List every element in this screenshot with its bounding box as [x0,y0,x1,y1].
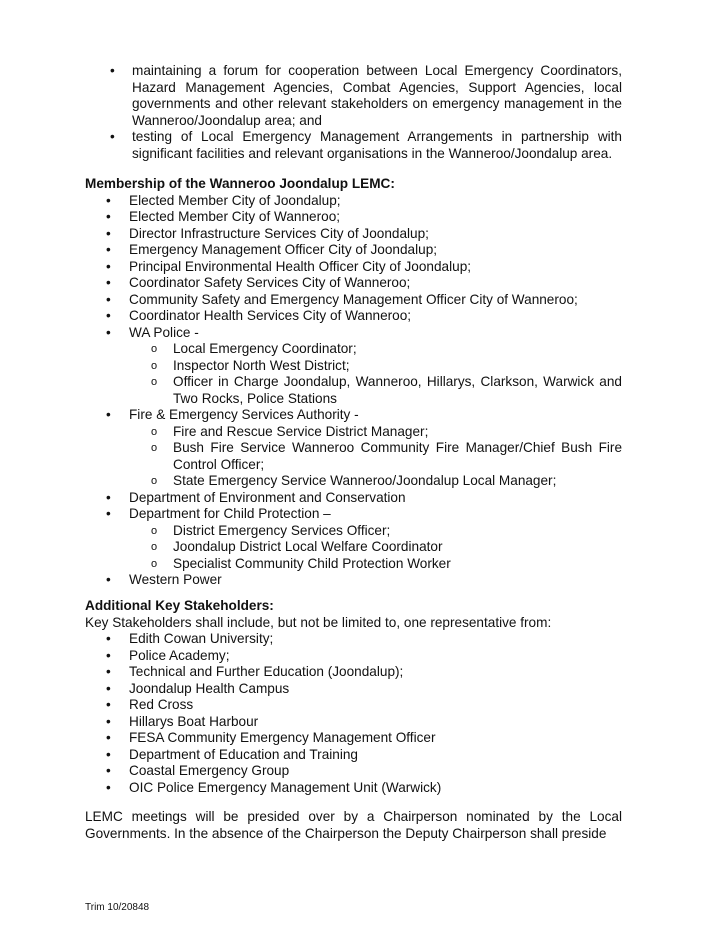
wa-police-label: WA Police - [129,324,199,340]
sub-list-item: o State Emergency Service Wanneroo/Joondalup Local Manager; [129,473,622,490]
list-item: • Coordinator Health Services City of Wanneroo; [85,308,622,325]
list-item: • Red Cross [85,697,622,714]
list-item: • testing of Local Emergency Management Arrangements in partnership with significant facilities and relevant organisations in the Wanneroo/Joondalup area. [110,129,622,162]
list-item: • Emergency Management Officer City of Joondalup; [85,242,622,259]
fesa-label: Fire & Emergency Services Authority - [129,407,359,422]
list-item: • Elected Member City of Joondalup; [85,193,622,210]
sub-list-item: o District Emergency Services Officer; [129,523,622,540]
stakeholders-intro: Key Stakeholders shall include, but not be limited to, one representative from: [85,614,552,630]
list-item: • Principal Environmental Health Officer City of Joondalup; [85,259,622,276]
list-item: • Department of Education and Training [85,747,622,764]
fesa-sublist [129,424,622,490]
list-item: • maintaining a forum for cooperation between Local Emergency Coordinators, Hazard Management Agencies, Combat Agencies, Support Agencies, local governments and other relevant stakeholders on emergency management in the Wanneroo/Joondalup area; and [110,63,622,129]
list-item: • Coastal Emergency Group [85,763,622,780]
dcp-label: Department for Child Protection – [129,506,331,521]
membership-list [85,193,622,589]
list-item: • Technical and Further Education (Joondalup); [85,664,622,681]
list-item: • Joondalup Health Campus [85,681,622,698]
sub-list-item: o Fire and Rescue Service District Manager; [129,424,622,441]
list-item: • Director Infrastructure Services City of Joondalup; [85,226,622,243]
wa-police-sublist [129,341,622,407]
list-item: • Elected Member City of Wanneroo; [85,209,622,226]
list-item: • Coordinator Safety Services City of Wanneroo; [85,275,622,292]
membership-section [85,176,622,589]
stakeholders-heading: Additional Key Stakeholders: [85,598,274,613]
sub-list-item: o Local Emergency Coordinator; [129,341,622,358]
list-item-dcp [85,506,622,572]
list-item-fesa [85,407,622,490]
list-item: • Police Academy; [85,648,622,665]
list-item: • OIC Police Emergency Management Unit (Warwick) [85,780,622,797]
sub-list-item: o Specialist Community Child Protection Worker [129,556,622,573]
list-item-wa-police [85,325,622,408]
list-item: • Edith Cowan University; [85,631,622,648]
stakeholders-list [85,631,622,796]
sub-list-item: o Officer in Charge Joondalup, Wanneroo, Hillarys, Clarkson, Warwick and Two Rocks, Police Stations [129,374,622,407]
closing-paragraph: LEMC meetings will be presided over by a Chairperson nominated by the Local Governments. In the absence of the Chairperson the Deputy Chairperson shall preside [85,809,622,841]
list-item: • Department of Environment and Conservation [85,490,622,507]
sub-list-item: o Joondalup District Local Welfare Coordinator [129,539,622,556]
list-item: • Hillarys Boat Harbour [85,714,622,731]
sub-list-item: o Inspector North West District; [129,358,622,375]
membership-heading: Membership of the Wanneroo Joondalup LEMC: [85,176,395,191]
dcp-sublist [129,523,622,573]
footer-trim-reference: Trim 10/20848 [85,902,150,913]
stakeholders-section [85,598,622,796]
list-item: • Western Power [85,572,622,589]
sub-list-item: o Bush Fire Service Wanneroo Community Fire Manager/Chief Bush Fire Control Officer; [129,440,622,473]
intro-bullet-list [110,63,622,162]
list-item: • FESA Community Emergency Management Officer [85,730,622,747]
list-item: • Community Safety and Emergency Management Officer City of Wanneroo; [85,292,622,309]
